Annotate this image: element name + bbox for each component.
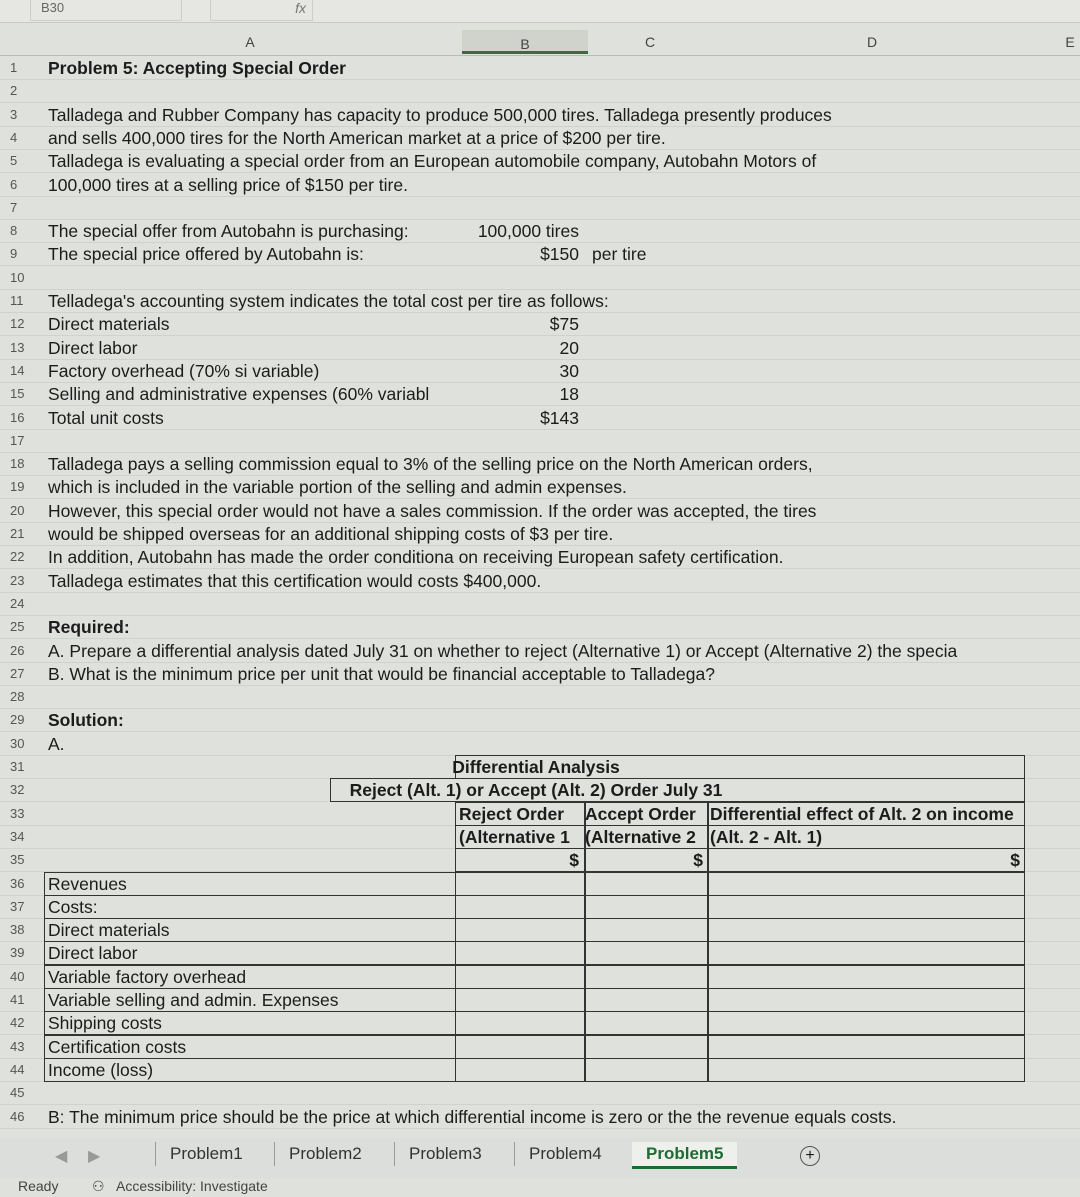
table-cell-border	[455, 988, 585, 1012]
row-16	[0, 406, 1080, 430]
table-label-border	[44, 895, 455, 919]
table-cell-border	[708, 941, 1025, 965]
cell-a[interactable]: Talladega is evaluating a special order from an European automobile company, Autobahn Motors of	[48, 151, 817, 172]
row-number[interactable]: 1	[10, 60, 18, 75]
row-44	[0, 1058, 1080, 1082]
row-36	[0, 872, 1080, 896]
status-ready: Ready	[18, 1178, 59, 1194]
tab-problem2[interactable]: Problem2	[274, 1142, 376, 1166]
row-number[interactable]: 11	[10, 293, 24, 308]
row-number[interactable]: 13	[10, 339, 25, 355]
row-18	[0, 452, 1080, 476]
row-31	[0, 755, 1080, 779]
row-number[interactable]: 22	[10, 549, 25, 565]
accessibility-status[interactable]: Accessibility: Investigate	[116, 1178, 268, 1194]
cell-a[interactable]: Talladega pays a selling commission equal to 3% of the selling price on the North American orders,	[48, 454, 813, 475]
row-number[interactable]: 38	[10, 922, 25, 938]
cell-a[interactable]: Revenues	[48, 873, 127, 894]
row-number[interactable]: 33	[10, 805, 25, 821]
row-21	[0, 522, 1080, 546]
row-3	[0, 103, 1080, 127]
row-26	[0, 639, 1080, 663]
row-34	[0, 825, 1080, 849]
cell-a[interactable]: However, this special order would not have a sales commission. If the order was accepted, the tires	[48, 500, 817, 521]
row-number[interactable]: 14	[10, 362, 25, 378]
row-number[interactable]: 8	[10, 223, 18, 239]
table-label-border	[44, 802, 455, 826]
cell-c[interactable]: $	[693, 850, 703, 871]
row-27	[0, 662, 1080, 686]
table-cell-border	[708, 1058, 1025, 1082]
table-cell-border	[455, 941, 585, 965]
tab-problem5[interactable]: Problem5	[632, 1142, 737, 1169]
row-25	[0, 615, 1080, 639]
cell-a[interactable]: and sells 400,000 tires for the North American market at a price of $200 per tire.	[48, 127, 666, 148]
row-8	[0, 219, 1080, 243]
table-cell-border	[708, 988, 1025, 1012]
row-number[interactable]: 2	[10, 83, 18, 99]
table-cell-border	[455, 965, 585, 989]
table-cell-border	[585, 988, 708, 1012]
table-title: Differential Analysis	[452, 757, 620, 777]
cell-c[interactable]: (Alternative 2	[585, 826, 696, 847]
row-2	[0, 79, 1080, 103]
table-label-border	[44, 848, 455, 872]
cell-b[interactable]: 20	[559, 337, 579, 358]
row-number[interactable]: 15	[10, 386, 25, 402]
row-6	[0, 173, 1080, 197]
cell-a[interactable]: Direct materials	[48, 920, 170, 941]
row-22	[0, 545, 1080, 569]
cell-a[interactable]: would be shipped overseas for an additional shipping costs of $3 per tire.	[48, 524, 614, 544]
row-37	[0, 895, 1080, 919]
row-11	[0, 289, 1080, 313]
cell-a[interactable]: Direct labor	[48, 337, 138, 358]
row-17	[0, 429, 1080, 453]
row-20	[0, 499, 1080, 523]
row-29	[0, 708, 1080, 732]
row-number[interactable]: 25	[10, 619, 25, 635]
cell-a[interactable]: Required:	[48, 617, 130, 638]
table-cell-border	[708, 895, 1025, 919]
row-number[interactable]: 12	[10, 316, 25, 332]
cell-a[interactable]: B. What is the minimum price per unit that would be financial acceptable to Talladega?	[48, 663, 715, 684]
row-number[interactable]: 17	[10, 432, 25, 448]
cell-d[interactable]: Differential effect of Alt. 2 on income	[710, 803, 1014, 824]
cell-b[interactable]: 100,000 tires	[477, 221, 579, 242]
row-number[interactable]: 46	[10, 1108, 25, 1124]
row-number[interactable]: 24	[10, 595, 25, 611]
table-cell-border	[455, 1058, 585, 1082]
row-number[interactable]: 44	[10, 1061, 25, 1077]
row-30	[0, 732, 1080, 756]
row-number[interactable]: 36	[10, 875, 25, 891]
row-43	[0, 1035, 1080, 1059]
row-number[interactable]: 29	[10, 712, 25, 728]
row-number[interactable]: 6	[10, 176, 18, 192]
row-12	[0, 312, 1080, 336]
row-5	[0, 149, 1080, 173]
column-header-a[interactable]: A	[245, 34, 255, 50]
cell-a[interactable]: which is included in the variable portion of the selling and admin expenses.	[48, 477, 627, 498]
scroll-left-icon[interactable]: ◀	[55, 1148, 68, 1165]
scroll-right-icon[interactable]: ▶	[88, 1148, 101, 1165]
row-40	[0, 965, 1080, 989]
row-23	[0, 569, 1080, 593]
column-header-d[interactable]: D	[866, 34, 878, 50]
table-cell-border	[585, 895, 708, 919]
cell-d[interactable]: (Alt. 2 - Alt. 1)	[710, 826, 823, 847]
cell-b[interactable]: 18	[559, 384, 579, 405]
row-number[interactable]: 27	[10, 665, 25, 681]
row-number[interactable]: 39	[10, 945, 25, 961]
cell-b[interactable]: 30	[559, 360, 579, 381]
tab-problem1[interactable]: Problem1	[155, 1142, 257, 1166]
row-number[interactable]: 28	[10, 689, 25, 705]
cell-a[interactable]: Certification costs	[48, 1036, 187, 1057]
cell-a[interactable]: Income (loss)	[48, 1059, 154, 1080]
table-cell-border	[455, 1011, 585, 1035]
row-33	[0, 802, 1080, 826]
row-number[interactable]: 4	[10, 129, 18, 145]
row-number[interactable]: 35	[10, 852, 25, 868]
row-number[interactable]: 31	[10, 759, 25, 774]
row-number[interactable]: 3	[10, 106, 18, 122]
row-number[interactable]: 19	[10, 479, 25, 495]
cell-b[interactable]: $143	[540, 407, 579, 428]
row-number[interactable]: 10	[10, 269, 25, 285]
row-number[interactable]: 7	[10, 199, 18, 215]
row-number[interactable]: 45	[10, 1085, 25, 1101]
row-number[interactable]: 42	[10, 1015, 25, 1031]
formula-bar	[0, 0, 1080, 23]
cell-a[interactable]: A. Prepare a differential analysis dated July 31 on whether to reject (Alternative 1) or Accept (Alternative 2) the specia	[48, 640, 958, 661]
row-35	[0, 848, 1080, 872]
cell-b[interactable]: Reject Order	[459, 803, 565, 824]
cell-c[interactable]: Accept Order	[585, 803, 696, 824]
cell-b[interactable]: $75	[549, 314, 579, 335]
row-number[interactable]: 41	[10, 992, 25, 1007]
table-cell-border	[585, 918, 708, 942]
row-15	[0, 382, 1080, 406]
cell-a[interactable]: Direct labor	[48, 943, 138, 964]
fx-icon[interactable]: fx	[210, 0, 313, 21]
table-cell-border	[708, 872, 1025, 896]
row-number[interactable]: 5	[10, 153, 18, 169]
row-number[interactable]: 9	[10, 246, 18, 262]
cell-a[interactable]: Talladega and Rubber Company has capacity to produce 500,000 tires. Talladega presently produces	[48, 104, 832, 125]
cell-a[interactable]: Total unit costs	[48, 407, 164, 428]
cell-a[interactable]: Selling and administrative expenses (60% variabl	[48, 384, 430, 405]
row-number[interactable]: 23	[10, 572, 25, 588]
cell-a[interactable]: 100,000 tires at a selling price of $150 per tire.	[48, 174, 408, 195]
cell-b[interactable]: (Alternative 1	[459, 826, 570, 847]
row-24	[0, 592, 1080, 616]
table-cell-border	[585, 1035, 708, 1059]
cell-a[interactable]: Problem 5: Accepting Special Order	[48, 58, 346, 78]
table-cell-border	[455, 872, 585, 896]
cell-a[interactable]: Costs:	[48, 896, 98, 917]
row-number[interactable]: 20	[10, 502, 25, 518]
row-number[interactable]: 21	[10, 526, 25, 541]
row-46	[0, 1105, 1080, 1129]
row-39	[0, 941, 1080, 965]
name-box[interactable]: B30	[30, 0, 182, 21]
row-13	[0, 336, 1080, 360]
cell-a[interactable]: Shipping costs	[48, 1013, 162, 1034]
cell-b[interactable]: $150	[540, 244, 579, 265]
tab-problem3[interactable]: Problem3	[394, 1142, 496, 1166]
column-header-e[interactable]: E	[1065, 34, 1075, 50]
cell-a[interactable]: Telladega's accounting system indicates the total cost per tire as follows:	[48, 291, 609, 311]
cell-a[interactable]: Solution:	[48, 710, 124, 731]
row-45	[0, 1081, 1080, 1105]
column-header-c[interactable]: C	[644, 34, 656, 50]
table-cell-border	[585, 872, 708, 896]
row-number[interactable]: 37	[10, 898, 25, 914]
cell-d[interactable]: $	[1010, 850, 1020, 871]
table-cell-border	[708, 1011, 1025, 1035]
cell-a[interactable]: Direct materials	[48, 314, 170, 335]
cell-c[interactable]: per tire	[592, 244, 647, 265]
sheet-tabs-bar	[0, 1138, 1080, 1178]
tab-problem4[interactable]: Problem4	[514, 1142, 616, 1166]
row-4	[0, 126, 1080, 150]
table-cell-border	[455, 1035, 585, 1059]
table-cell-border	[455, 918, 585, 942]
row-42	[0, 1011, 1080, 1035]
row-14	[0, 359, 1080, 383]
table-cell-border	[585, 965, 708, 989]
accessibility-icon: ⚇	[92, 1178, 105, 1194]
row-19	[0, 475, 1080, 499]
row-28	[0, 685, 1080, 709]
cell-a[interactable]: B: The minimum price should be the price at which differential income is zero or the the revenue equals costs.	[48, 1106, 897, 1127]
cell-a[interactable]: The special offer from Autobahn is purchasing:	[48, 221, 409, 242]
cell-b[interactable]: $	[569, 850, 579, 871]
table-title: Reject (Alt. 1) or Accept (Alt. 2) Order July 31	[349, 780, 723, 801]
row-number[interactable]: 30	[10, 735, 25, 751]
row-number[interactable]: 40	[10, 968, 25, 984]
column-header-b[interactable]: B	[462, 30, 588, 54]
table-cell-border	[455, 895, 585, 919]
table-cell-border	[585, 1058, 708, 1082]
row-38	[0, 918, 1080, 942]
row-number[interactable]: 34	[10, 828, 25, 844]
row-number[interactable]: 32	[10, 782, 25, 798]
row-9	[0, 242, 1080, 266]
cell-a[interactable]: Talladega estimates that this certification would costs $400,000.	[48, 570, 542, 591]
column-headers	[0, 30, 1080, 56]
row-7	[0, 196, 1080, 220]
table-cell-border	[708, 918, 1025, 942]
cell-a[interactable]: A.	[48, 733, 65, 754]
row-41	[0, 988, 1080, 1012]
cell-a[interactable]: Factory overhead (70% si variable)	[48, 360, 320, 381]
table-cell-border	[585, 1011, 708, 1035]
cell-a[interactable]: In addition, Autobahn has made the order conditiona on receiving European safety certification.	[48, 547, 784, 568]
row-number[interactable]: 18	[10, 456, 25, 472]
row-number[interactable]: 43	[10, 1038, 25, 1054]
cell-a[interactable]: Variable factory overhead	[48, 966, 247, 987]
row-number[interactable]: 16	[10, 409, 25, 425]
table-cell-border	[585, 941, 708, 965]
table-label-border	[44, 825, 455, 849]
row-1	[0, 56, 1080, 80]
cell-a[interactable]: The special price offered by Autobahn is:	[48, 244, 364, 265]
row-10	[0, 266, 1080, 290]
add-sheet-icon[interactable]: +	[800, 1146, 820, 1166]
status-bar	[0, 1178, 1080, 1197]
table-cell-border	[708, 965, 1025, 989]
cell-a[interactable]: Variable selling and admin. Expenses	[48, 990, 339, 1010]
row-number[interactable]: 26	[10, 642, 25, 658]
row-32	[0, 778, 1080, 802]
table-cell-border	[708, 1035, 1025, 1059]
